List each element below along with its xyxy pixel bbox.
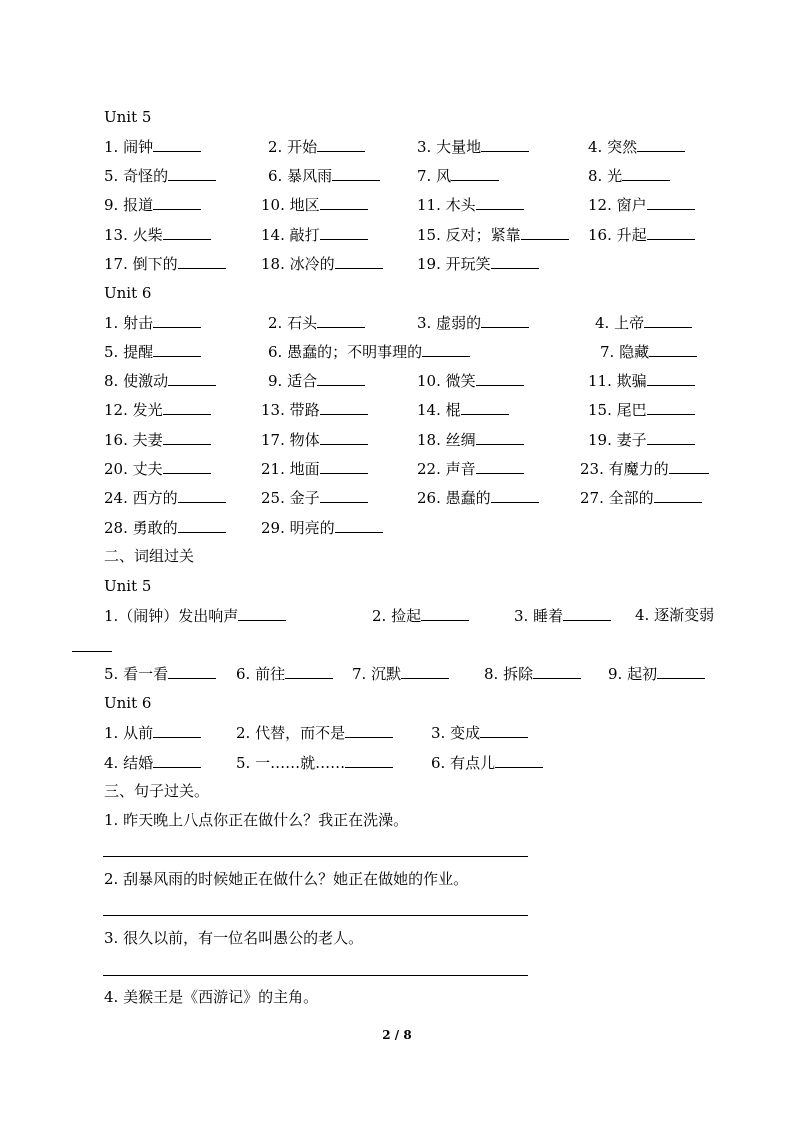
vocab-item: 12. 发光 [104,401,163,419]
vocab-item: 8. 使激动 [104,372,169,390]
vocab-item: 3. 虚弱的 [417,314,482,332]
phrase-item: 8. 拆除 [484,665,534,683]
vocab-item: 19. 开玩笑 [417,255,491,273]
vocab-item: 4. 突然 [588,138,638,156]
vocab-item: 7. 隐藏 [600,343,650,361]
phrase-item: 5. 一……就…… [236,754,346,772]
vocab-item: 27. 全部的 [580,489,654,507]
vocab-item: 10. 地区 [261,196,320,214]
vocab-item: 14. 敲打 [261,226,320,244]
vocab-item: 16. 夫妻 [104,431,163,449]
phrase-item: 6. 有点儿 [431,754,496,772]
vocab-item: 9. 适合 [268,372,318,390]
vocab-item: 28. 勇敢的 [104,519,178,537]
vocab-item: 11. 木头 [417,196,476,214]
phrase-item: 2. 代替，而不是 [236,724,346,742]
phrase-item: 1.（闹钟）发出响声 [104,607,239,625]
vocab-item: 8. 光 [588,167,623,185]
sentence-prompt: 2. 刮暴风雨的时候她正在做什么？她正在做她的作业。 [104,870,469,888]
vocab-item: 17. 物体 [261,431,320,449]
sentence-prompt: 1. 昨天晚上八点你正在做什么？我正在洗澡。 [104,811,409,829]
vocab-item: 14. 棍 [417,401,461,419]
vocab-item: 22. 声音 [417,460,476,478]
vocab-item: 25. 金子 [261,489,320,507]
vocab-item: 17. 倒下的 [104,255,178,273]
phrase-item: 3. 变成 [431,724,481,742]
vocab-item: 20. 丈夫 [104,460,163,478]
phrase-item: 1. 从前 [104,724,154,742]
answer-blank [72,636,112,652]
answer-line [103,915,528,916]
sentence-prompt: 4. 美猴王是《西游记》的主角。 [104,988,319,1006]
vocab-item: 13. 火柴 [104,226,163,244]
vocab-item: 1. 射击 [104,314,154,332]
vocab-item: 6. 暴风雨 [268,167,333,185]
section-title-sentences: 三、句子过关。 [104,782,210,800]
vocab-item: 29. 明亮的 [261,519,335,537]
vocab-item: 4. 上帝 [595,314,645,332]
phrase-item: 9. 起初 [608,665,658,683]
vocab-item: 5. 奇怪的 [104,167,169,185]
vocab-item: 11. 欺骗 [588,372,647,390]
sentence-prompt: 3. 很久以前，有一位名叫愚公的老人。 [104,929,364,947]
phrase-item: 6. 前往 [236,665,286,683]
phrase-item: 3. 睡着 [514,607,564,625]
vocab-item: 2. 石头 [268,314,318,332]
phrase-item: 4. 逐渐变弱 [635,606,715,624]
vocab-item: 7. 风 [417,167,452,185]
vocab-item: 10. 微笑 [417,372,476,390]
vocab-item: 15. 反对；紧靠 [417,226,521,244]
vocab-item: 1. 闹钟 [104,138,154,156]
vocab-item: 5. 提醒 [104,343,154,361]
vocab-item: 6. 愚蠢的；不明事理的 [268,343,423,361]
unit6-title: Unit 6 [104,284,152,302]
vocab-item: 19. 妻子 [588,431,647,449]
vocab-item: 2. 开始 [268,138,318,156]
vocab-item: 15. 尾巴 [588,401,647,419]
phrases-unit6-title: Unit 6 [104,694,152,712]
phrase-item: 5. 看一看 [104,665,169,683]
phrases-unit5-title: Unit 5 [104,577,152,595]
vocab-item: 12. 窗户 [588,196,647,214]
vocab-item: 9. 报道 [104,196,154,214]
vocab-item: 26. 愚蠢的 [417,489,491,507]
vocab-item: 21. 地面 [261,460,320,478]
vocab-item: 16. 升起 [588,226,647,244]
unit5-title: Unit 5 [104,108,152,126]
answer-line [103,975,528,976]
vocab-item: 18. 冰冷的 [261,255,335,273]
vocab-item: 23. 有魔力的 [580,460,669,478]
phrase-item: 7. 沉默 [352,665,402,683]
vocab-item: 18. 丝绸 [417,431,476,449]
answer-line [103,856,528,857]
phrase-item: 4. 结婚 [104,754,154,772]
vocab-item: 24. 西方的 [104,489,178,507]
page-number: 2 / 8 [382,1028,412,1042]
vocab-item: 3. 大量地 [417,138,482,156]
phrase-item: 2. 捡起 [372,607,422,625]
vocab-item: 13. 带路 [261,401,320,419]
section-title-phrases: 二、词组过关 [104,547,195,565]
